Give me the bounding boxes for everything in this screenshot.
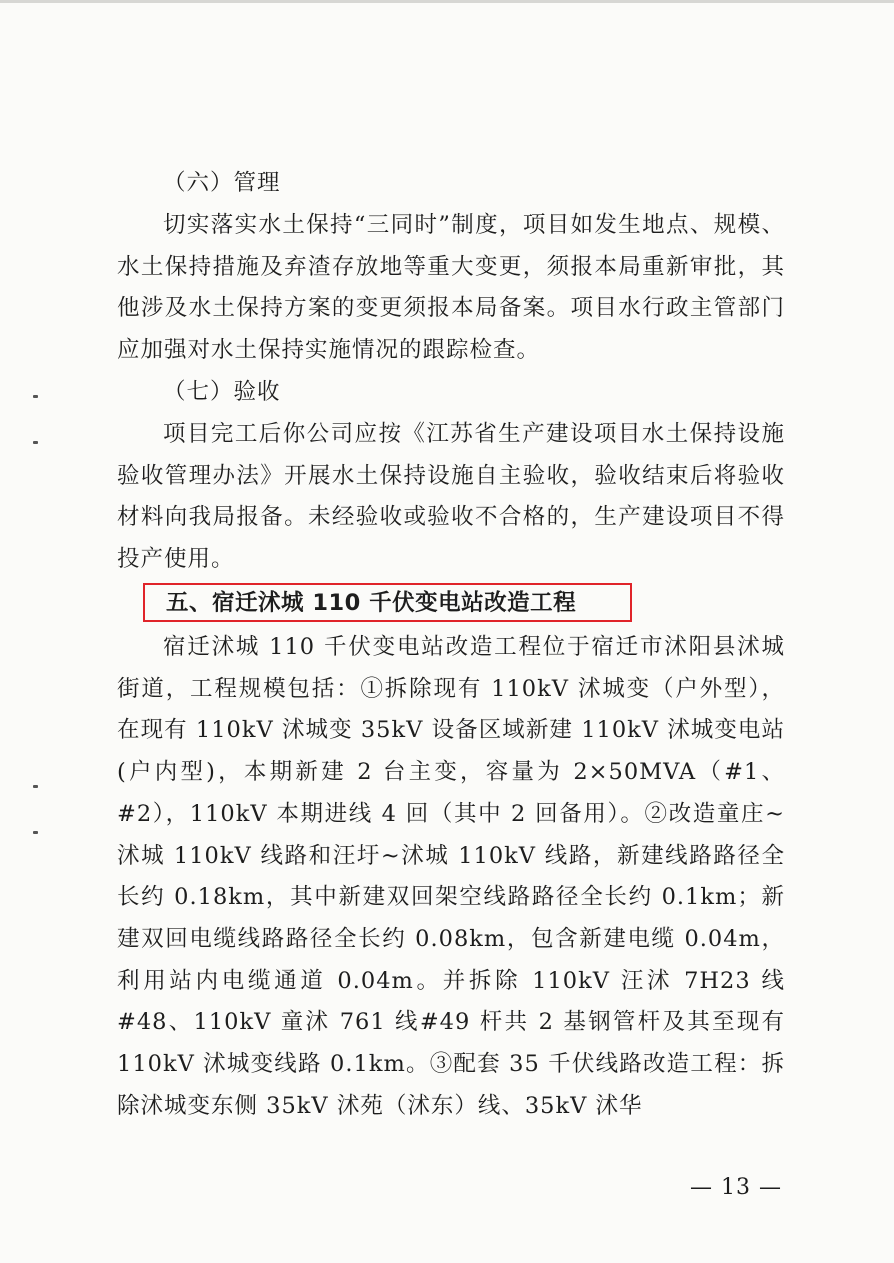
section-7-body: 项目完工后你公司应按《江苏省生产建设项目水土保持设施验收管理办法》开展水土保持设施自主验收，验收结束后将验收材料向我局报备。未经验收或验收不合格的，生产建设项目不得投产使用。 [117, 421, 785, 573]
binding-mark [33, 831, 38, 834]
section-6-heading: （六）管理 [163, 170, 281, 196]
section-7-heading: （七）验收 [163, 379, 281, 405]
section-6-body: 切实落实水土保持“三同时”制度，项目如发生地点、规模、水土保持措施及弃渣存放地等重大变更，须报本局重新审批，其他涉及水土保持方案的变更须报本局备案。项目水行政主管部门应加强对水土保持实施情况的跟踪检查。 [117, 212, 785, 364]
page-top-edge [0, 0, 894, 3]
binding-mark [33, 395, 38, 398]
section-5-title: 五、宿迁沭城 110 千伏变电站改造工程 [166, 590, 577, 616]
section-5-body: 宿迁沭城 110 千伏变电站改造工程位于宿迁市沭阳县沭城街道，工程规模包括：①拆除现有 110kV 沭城变（户外型），在现有 110kV 沭城变 35kV 设备区域新建 110kV 沭城变电站(户内型)，本期新建 2 台主变，容量为 2×50MVA（#1、#2），110kV 本期进线 4 回（其中 2 回备用）。②改造童庄~沭城 110kV 线路和汪圩~沭城 110kV 线路，新建线路路径全长约 0.18km，其中新建双回架空线路路径全长约 0.1km；新建双回电缆线路路径全长约 0.08km，包含新建电缆 0.04m，利用站内电缆通道 0.04m。并拆除 110kV 汪沭 7H23 线#48、110kV 童沭 761 线#49 杆共 2 基钢管杆及其至现有 110kV 沭城变线路 0.1km。③配套 35 千伏线路改造工程：拆除沭城变东侧 35kV 沭苑（沭东）线、35kV 沭华 [117, 634, 785, 1119]
binding-mark [33, 441, 38, 444]
page-number: — 13 — [690, 1175, 782, 1200]
binding-mark [33, 785, 38, 788]
